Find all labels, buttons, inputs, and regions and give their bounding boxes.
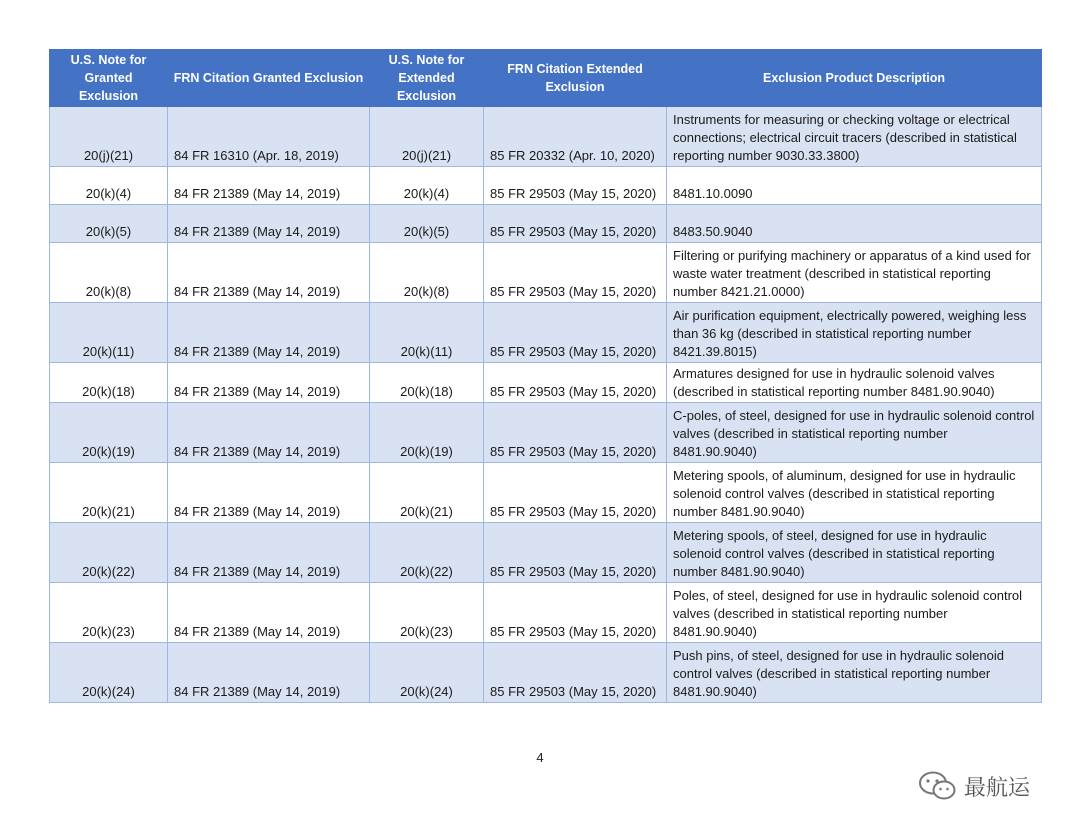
cell-description: Filtering or purifying machinery or apparatus of a kind used for waste water treatment (described in statistical reporting number 8421.21.0000)	[667, 243, 1042, 303]
header-us-note-granted: U.S. Note for Granted Exclusion	[50, 50, 168, 107]
table-row	[50, 523, 1042, 583]
cell-description: Metering spools, of steel, designed for use in hydraulic solenoid control valves (described in statistical reporting number 8481.90.9040)	[667, 523, 1042, 583]
cell-description: Air purification equipment, electrically powered, weighing less than 36 kg (described in statistical reporting number 8421.39.8015)	[667, 303, 1042, 363]
page-number: 4	[536, 750, 544, 765]
header-frn-granted: FRN Citation Granted Exclusion	[168, 50, 370, 107]
cell-frn-extended: 85 FR 29503 (May 15, 2020)	[484, 523, 667, 583]
cell-us-note-granted: 20(k)(5)	[50, 205, 168, 243]
cell-us-note-extended: 20(k)(4)	[370, 167, 484, 205]
cell-frn-granted: 84 FR 21389 (May 14, 2019)	[168, 463, 370, 523]
cell-description: Instruments for measuring or checking voltage or electrical connections; electrical circuit tracers (described in statistical reporting number 9030.33.3800)	[667, 107, 1042, 167]
table-row	[50, 303, 1042, 363]
cell-us-note-granted: 20(j)(21)	[50, 107, 168, 167]
cell-frn-granted: 84 FR 21389 (May 14, 2019)	[168, 643, 370, 703]
table-body	[50, 107, 1042, 703]
watermark-text: 最航运	[964, 774, 1031, 800]
table-row	[50, 243, 1042, 303]
cell-us-note-extended: 20(j)(21)	[370, 107, 484, 167]
cell-frn-granted: 84 FR 21389 (May 14, 2019)	[168, 303, 370, 363]
cell-frn-granted: 84 FR 21389 (May 14, 2019)	[168, 205, 370, 243]
cell-us-note-extended: 20(k)(24)	[370, 643, 484, 703]
cell-description: Poles, of steel, designed for use in hydraulic solenoid control valves (described in statistical reporting number 8481.90.9040)	[667, 583, 1042, 643]
table-header-row	[50, 50, 1042, 107]
cell-frn-extended: 85 FR 29503 (May 15, 2020)	[484, 583, 667, 643]
cell-us-note-extended: 20(k)(8)	[370, 243, 484, 303]
cell-description: C-poles, of steel, designed for use in hydraulic solenoid control valves (described in statistical reporting number 8481.90.9040)	[667, 403, 1042, 463]
cell-frn-granted: 84 FR 21389 (May 14, 2019)	[168, 243, 370, 303]
table-row	[50, 107, 1042, 167]
cell-us-note-extended: 20(k)(21)	[370, 463, 484, 523]
cell-frn-granted: 84 FR 21389 (May 14, 2019)	[168, 363, 370, 403]
cell-description: Push pins, of steel, designed for use in hydraulic solenoid control valves (described in statistical reporting number 8481.90.9040)	[667, 643, 1042, 703]
watermark	[918, 770, 1030, 802]
cell-frn-granted: 84 FR 16310 (Apr. 18, 2019)	[168, 107, 370, 167]
cell-us-note-granted: 20(k)(8)	[50, 243, 168, 303]
cell-frn-extended: 85 FR 29503 (May 15, 2020)	[484, 167, 667, 205]
cell-us-note-extended: 20(k)(19)	[370, 403, 484, 463]
cell-frn-extended: 85 FR 29503 (May 15, 2020)	[484, 205, 667, 243]
table-row	[50, 167, 1042, 205]
cell-frn-extended: 85 FR 29503 (May 15, 2020)	[484, 403, 667, 463]
cell-frn-extended: 85 FR 29503 (May 15, 2020)	[484, 463, 667, 523]
wechat-icon	[918, 770, 958, 802]
cell-description: 8483.50.9040	[667, 205, 1042, 243]
cell-frn-granted: 84 FR 21389 (May 14, 2019)	[168, 523, 370, 583]
cell-frn-granted: 84 FR 21389 (May 14, 2019)	[168, 403, 370, 463]
table-row	[50, 643, 1042, 703]
cell-description: 8481.10.0090	[667, 167, 1042, 205]
table-row	[50, 205, 1042, 243]
cell-us-note-granted: 20(k)(4)	[50, 167, 168, 205]
header-frn-extended: FRN Citation Extended Exclusion	[484, 50, 667, 107]
cell-us-note-granted: 20(k)(24)	[50, 643, 168, 703]
cell-description: Metering spools, of aluminum, designed for use in hydraulic solenoid control valves (described in statistical reporting number 8481.90.9040)	[667, 463, 1042, 523]
cell-description: Armatures designed for use in hydraulic solenoid valves (described in statistical reporting number 8481.90.9040)	[667, 363, 1042, 403]
table-row	[50, 403, 1042, 463]
cell-us-note-extended: 20(k)(11)	[370, 303, 484, 363]
exclusion-table	[49, 49, 1042, 703]
cell-frn-granted: 84 FR 21389 (May 14, 2019)	[168, 167, 370, 205]
header-us-note-extended: U.S. Note for Extended Exclusion	[370, 50, 484, 107]
cell-us-note-extended: 20(k)(18)	[370, 363, 484, 403]
cell-frn-extended: 85 FR 29503 (May 15, 2020)	[484, 303, 667, 363]
cell-frn-granted: 84 FR 21389 (May 14, 2019)	[168, 583, 370, 643]
table-row	[50, 463, 1042, 523]
cell-us-note-extended: 20(k)(22)	[370, 523, 484, 583]
table-row	[50, 363, 1042, 403]
cell-us-note-granted: 20(k)(23)	[50, 583, 168, 643]
cell-us-note-granted: 20(k)(22)	[50, 523, 168, 583]
cell-us-note-extended: 20(k)(23)	[370, 583, 484, 643]
cell-us-note-granted: 20(k)(19)	[50, 403, 168, 463]
header-description: Exclusion Product Description	[667, 50, 1042, 107]
cell-us-note-granted: 20(k)(18)	[50, 363, 168, 403]
cell-us-note-granted: 20(k)(11)	[50, 303, 168, 363]
cell-frn-extended: 85 FR 29503 (May 15, 2020)	[484, 243, 667, 303]
cell-frn-extended: 85 FR 29503 (May 15, 2020)	[484, 363, 667, 403]
cell-us-note-extended: 20(k)(5)	[370, 205, 484, 243]
cell-frn-extended: 85 FR 20332 (Apr. 10, 2020)	[484, 107, 667, 167]
cell-frn-extended: 85 FR 29503 (May 15, 2020)	[484, 643, 667, 703]
table-row	[50, 583, 1042, 643]
cell-us-note-granted: 20(k)(21)	[50, 463, 168, 523]
